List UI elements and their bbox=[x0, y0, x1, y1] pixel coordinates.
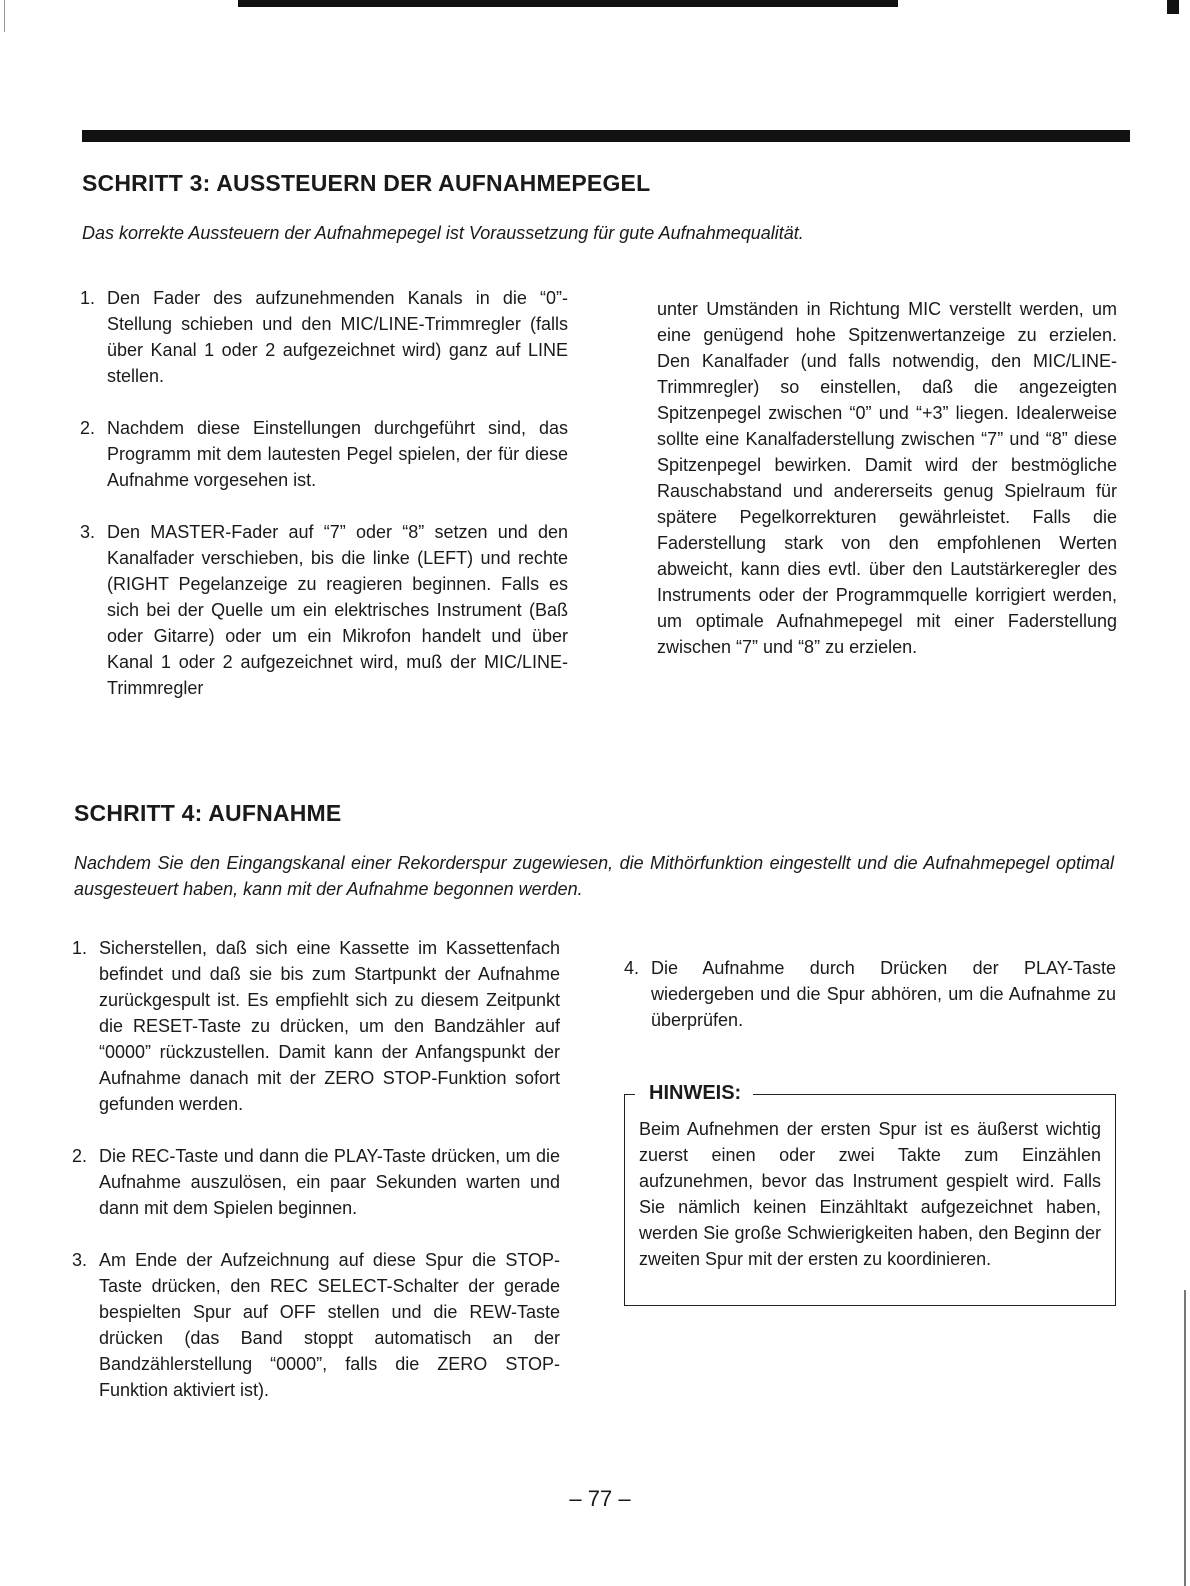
item-number: 2. bbox=[72, 1146, 88, 1166]
step4-list-continued bbox=[624, 955, 1116, 1033]
step3-title: SCHRITT 3: AUSSTEUERN DER AUFNAHMEPEGEL bbox=[82, 170, 651, 196]
list-item bbox=[80, 415, 568, 493]
hinweis-label: HINWEIS: bbox=[635, 1079, 753, 1107]
step3-intro: Das korrekte Aussteuern der Aufnahmepegel ist Voraussetzung für gute Aufnahmequalität. bbox=[82, 223, 804, 243]
top-edge-bar bbox=[238, 0, 898, 7]
item-text: Die REC-Taste und dann die PLAY-Taste drücken, um die Aufnahme auszulösen, ein paar Sekunden warten und dann mit dem Spielen beginnen. bbox=[99, 1146, 560, 1218]
section-rule bbox=[82, 130, 1130, 142]
step4-title: SCHRITT 4: AUFNAHME bbox=[74, 800, 342, 826]
step3-right-column bbox=[657, 296, 1117, 660]
list-item bbox=[80, 519, 568, 701]
step3-left-column bbox=[80, 285, 568, 701]
list-item bbox=[624, 955, 1116, 1033]
step3-continuation: unter Umständen in Richtung MIC verstellt werden, um eine genügend hohe Spitzenwertanzeige zu erzielen. Den Kanalfader (und falls notwendig, den MIC/LINE-Trimmregler) so einstellen, daß die angezeigten Spitzenpegel zwischen “0” und “+3” liegen. Idealerweise sollte eine Kanalfaderstellung zwischen “7” und “8” diese Spitzenpegel bewirken. Damit wird der bestmögliche Rauschabstand und andererseits genug Spielraum für spätere Pegelkorrekturen gewährleistet. Falls die Faderstellung stark von den empfohlenen Werten abweicht, kann dies evtl. über den Lautstärkeregler des Instruments oder der Programmquelle korrigiert werden, um optimale Aufnahmepegel mit einer Faderstellung zwischen “7” und “8” zu erzielen. bbox=[657, 299, 1117, 657]
step4-list bbox=[72, 935, 560, 1403]
step4-right-column bbox=[624, 955, 1116, 1033]
item-text: Am Ende der Aufzeichnung auf diese Spur die STOP-Taste drücken, den REC SELECT-Schalter der gerade bespielten Spur auf OFF stellen und die REW-Taste drücken (das Band stoppt automatisch an der Bandzählerstellung “0000”, falls die ZERO STOP-Funktion aktiviert ist). bbox=[99, 1250, 560, 1400]
top-right-mark bbox=[1167, 0, 1179, 14]
step4-left-column bbox=[72, 935, 560, 1403]
item-text: Die Aufnahme durch Drücken der PLAY-Taste wiedergeben und die Spur abhören, um die Aufnahme zu überprüfen. bbox=[651, 958, 1116, 1030]
item-number: 2. bbox=[80, 418, 96, 438]
page-number: – 77 – bbox=[569, 1486, 631, 1511]
left-edge-line bbox=[4, 0, 5, 32]
hinweis-box bbox=[624, 1082, 1116, 1306]
item-number: 1. bbox=[80, 288, 96, 308]
item-number: 1. bbox=[72, 938, 88, 958]
item-number: 3. bbox=[80, 522, 96, 542]
item-number: 4. bbox=[624, 958, 640, 978]
list-item bbox=[72, 1247, 560, 1403]
item-number: 3. bbox=[72, 1250, 88, 1270]
item-text: Den Fader des aufzunehmenden Kanals in die “0”-Stellung schieben und den MIC/LINE-Trimmregler (falls über Kanal 1 oder 2 aufgezeichnet wird) ganz auf LINE stellen. bbox=[107, 288, 568, 386]
hinweis-text: Beim Aufnehmen der ersten Spur ist es äußerst wichtig zuerst einen oder zwei Takte zum Einzählen aufzunehmen, bevor das Instrument gespielt wird. Falls Sie nämlich keinen Einzähltakt aufgezeichnet haben, werden Sie große Schwierigkeiten haben, den Beginn der zweiten Spur mit der ersten zu koordinieren. bbox=[639, 1119, 1101, 1269]
right-edge-line bbox=[1184, 1290, 1186, 1586]
step3-list bbox=[80, 285, 568, 701]
item-text: Den MASTER-Fader auf “7” oder “8” setzen und den Kanalfader verschieben, bis die linke (LEFT) und rechte (RIGHT Pegelanzeige zu reagieren beginnen. Falls es sich bei der Quelle um ein elektrisches Instrument (Baß oder Gitarre) oder um ein Mikrofon handelt und über Kanal 1 oder 2 aufgezeichnet wird, muß der MIC/LINE-Trimmregler bbox=[107, 522, 568, 698]
item-text: Nachdem diese Einstellungen durchgeführt sind, das Programm mit dem lautesten Pegel spielen, der für diese Aufnahme vorgesehen ist. bbox=[107, 418, 568, 490]
item-text: Sicherstellen, daß sich eine Kassette im Kassettenfach befindet und daß sie bis zum Startpunkt der Aufnahme zurückgespult ist. Es empfiehlt sich zu diesem Zeitpunkt die RESET-Taste zu drücken, um den Bandzähler auf “0000” rückzustellen. Damit kann der Anfangspunkt der Aufnahme danach mit der ZERO STOP-Funktion sofort gefunden werden. bbox=[99, 938, 560, 1114]
list-item bbox=[72, 1143, 560, 1221]
list-item bbox=[80, 285, 568, 389]
list-item bbox=[72, 935, 560, 1117]
step4-intro: Nachdem Sie den Eingangskanal einer Rekorderspur zugewiesen, die Mithörfunktion eingestellt und die Aufnahmepegel optimal ausgesteuert haben, kann mit der Aufnahme begonnen werden. bbox=[74, 853, 1114, 899]
